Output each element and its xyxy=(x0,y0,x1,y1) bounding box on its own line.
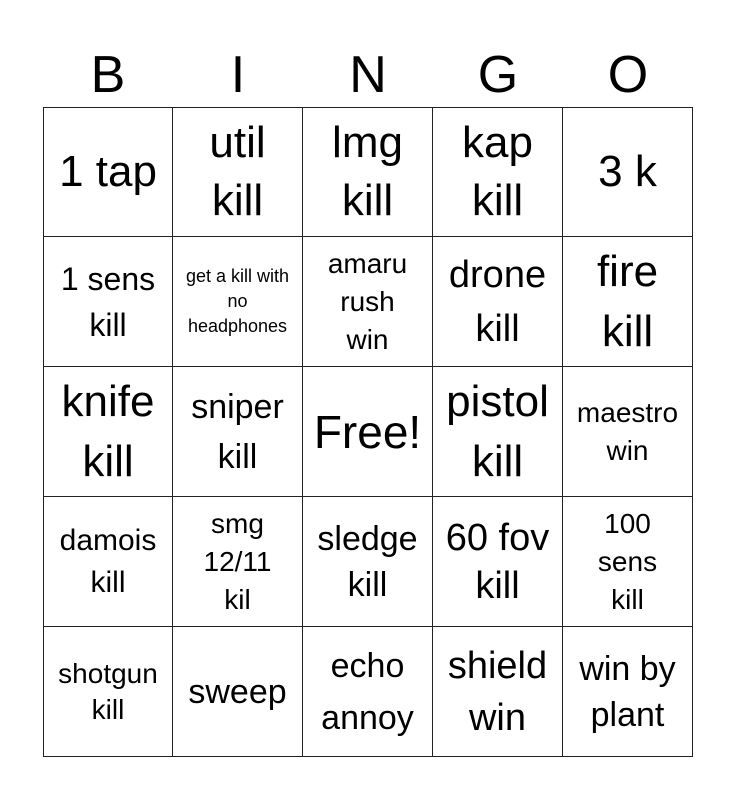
bingo-cell[interactable] xyxy=(43,237,173,367)
bingo-cell[interactable] xyxy=(303,107,433,237)
cell-label: fire kill xyxy=(596,246,659,356)
bingo-cell[interactable] xyxy=(43,367,173,497)
bingo-cell[interactable] xyxy=(433,367,563,497)
cell-label: smg 12/11 kil xyxy=(203,507,272,615)
cell-label: sniper kill xyxy=(191,387,284,476)
bingo-cell[interactable] xyxy=(303,237,433,367)
bingo-cell[interactable] xyxy=(303,497,433,627)
bingo-cell[interactable] xyxy=(433,237,563,367)
bingo-cell[interactable] xyxy=(563,367,693,497)
cell-label: sledge kill xyxy=(317,519,418,604)
cell-label: 1 tap xyxy=(59,147,157,196)
cell-label: sweep xyxy=(188,672,287,711)
bingo-cell[interactable] xyxy=(563,107,693,237)
cell-label: maestro win xyxy=(576,396,679,466)
cell-label: util kill xyxy=(209,118,266,225)
bingo-header xyxy=(43,42,693,108)
cell-label: shield win xyxy=(447,644,548,739)
bingo-cell[interactable] xyxy=(173,107,303,237)
bingo-cell[interactable] xyxy=(173,497,303,627)
cell-label: shotgun kill xyxy=(58,657,158,725)
cell-label: echo annoy xyxy=(321,646,414,737)
cell-label: 60 fov kill xyxy=(445,516,550,607)
bingo-cell[interactable] xyxy=(433,497,563,627)
bingo-cell[interactable] xyxy=(43,497,173,627)
cell-label: damois kill xyxy=(59,523,157,599)
header-letter-o: O xyxy=(607,46,649,104)
bingo-cell[interactable] xyxy=(563,497,693,627)
bingo-cell[interactable] xyxy=(303,627,433,757)
bingo-cell[interactable] xyxy=(563,627,693,757)
cell-label: amaru rush win xyxy=(327,247,408,355)
header-letter-b: B xyxy=(90,46,126,104)
header-letter-i: I xyxy=(230,46,246,104)
bingo-cell[interactable] xyxy=(43,627,173,757)
cell-label: get a kill with no headphones xyxy=(185,266,290,336)
cell-label: knife kill xyxy=(61,376,155,486)
bingo-cell[interactable] xyxy=(303,367,433,497)
cell-label: 1 sens kill xyxy=(60,260,156,343)
header-letter-n: N xyxy=(349,46,387,104)
cell-label: 100 sens kill xyxy=(597,507,658,615)
bingo-board xyxy=(43,107,693,757)
bingo-cell[interactable] xyxy=(433,627,563,757)
cell-label: kap kill xyxy=(462,118,533,225)
cell-label: Free! xyxy=(313,405,422,458)
bingo-cell[interactable] xyxy=(173,627,303,757)
cell-label: 3 k xyxy=(598,147,657,196)
cell-label: drone kill xyxy=(448,253,547,350)
cell-label: pistol kill xyxy=(446,376,549,486)
bingo-cell[interactable] xyxy=(173,367,303,497)
cell-label: win by plant xyxy=(579,649,676,734)
bingo-cell[interactable] xyxy=(563,237,693,367)
bingo-cell[interactable] xyxy=(43,107,173,237)
bingo-cell[interactable] xyxy=(173,237,303,367)
bingo-cell[interactable] xyxy=(433,107,563,237)
header-letter-g: G xyxy=(477,46,519,104)
cell-label: lmg kill xyxy=(332,118,403,225)
